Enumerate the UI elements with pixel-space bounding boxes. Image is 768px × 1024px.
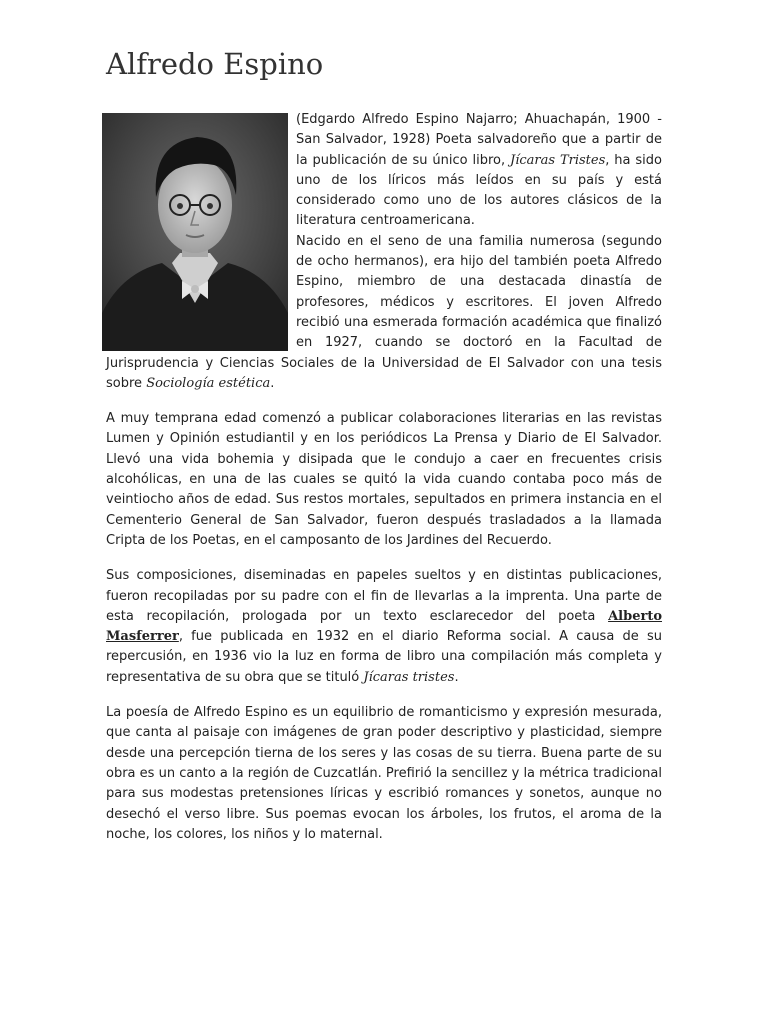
- family-text-end: .: [270, 375, 275, 391]
- thesis-title: Sociología estética: [146, 375, 271, 391]
- career-paragraph: A muy temprana edad comenzó a publicar colaboraciones literarias en las revistas Lumen y Opinión estudiantil y en los periódicos La Prensa y Diario de El Salvador. Llevó una vida bohemia y disipada que le condujo a caer en frecuentes crisis alcohólicas, en una de las cuales se quitó la vida cuando contaba poco más de veintiocho años de edad. Sus restos mortales, sepultados en primera instancia en el Cementerio General de San Salvador, fueron después trasladados a la llamada Cripta de los Poetas, en el camposanto de los Jardines del Recuerdo.: [106, 411, 662, 548]
- compilations-text-end: .: [454, 669, 459, 685]
- article-body: [106, 110, 662, 860]
- intro-text: (Edgardo Alfredo Espino Najarro; Ahuachapán, 1900 - San Salvador, 1928) Poeta salvadoreño que a partir de la publicación de su único libro,: [296, 112, 662, 168]
- intro-text-end: , ha sido uno de los líricos más leídos en su país y está considerado como uno de los autores clásicos de la literatura centroamericana.: [296, 152, 662, 229]
- family-text: Nacido en el seno de una familia numerosa (segundo de ocho hermanos), era hijo del también poeta Alfredo Espino, miembro de una destacada dinastía de profesores, médicos y escritores. El joven Alfredo recibió una esmerada formación académica que finalizó en 1927, cuando se doctoró en la Facultad de Jurisprudencia y Ciencias Sociales de la Universidad de El Salvador con una tesis sobre: [106, 233, 662, 391]
- page-title: Alfredo Espino: [106, 47, 324, 81]
- work-title: Jícaras Tristes: [510, 152, 606, 168]
- poetry-paragraph: La poesía de Alfredo Espino es un equilibrio de romanticismo y expresión mesurada, que canta al paisaje con imágenes de gran poder descriptivo y plasticidad, siempre desde una percepción tierna de los seres y las cosas de su tierra. Buena parte de su obra es un canto a la región de Cuzcatlán. Prefirió la sencillez y la métrica tradicional para sus modestas pretensiones líricas y escribió romances y sonetos, aunque no desechó el verso libre. Sus poemas evocan los árboles, los frutos, el aroma de la noche, los colores, los niños y lo maternal.: [106, 705, 662, 842]
- compilations-text: Sus composiciones, diseminadas en papeles sueltos y en distintas publicaciones, fueron recopiladas por su padre con el fin de llevarlas a la imprenta. Una parte de esta recopilación, prologada por un texto esclarecedor del poeta: [106, 568, 662, 624]
- compilations-text-mid: , fue publicada en 1932 en el diario Reforma social. A causa de su repercusión, en 1936 vio la luz en forma de libro una compilación más completa y representativa de su obra que se tituló: [106, 629, 662, 685]
- compilations-paragraph: [106, 566, 662, 688]
- compilation-title: Jícaras tristes: [363, 669, 455, 685]
- alberto-masferrer-link[interactable]: Alberto Masferrer: [106, 608, 662, 645]
- portrait-photo: [102, 113, 288, 351]
